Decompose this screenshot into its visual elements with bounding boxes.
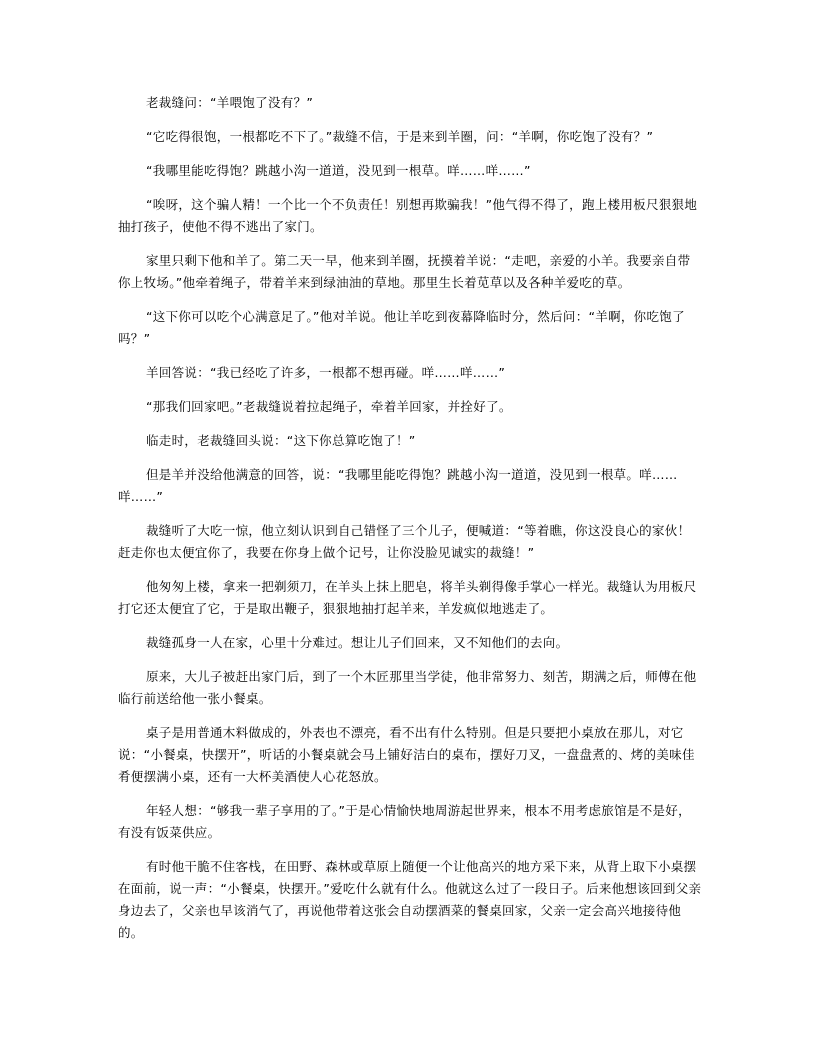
paragraph: 原来，大儿子被赶出家门后，到了一个木匠那里当学徒，他非常努力、刻苦，期满之后，师傅在他临行前送给他一张小餐桌。	[118, 669, 697, 706]
paragraph: 临走时，老裁缝回头说：“这下你总算吃饱了！”	[146, 433, 416, 448]
story-text	[118, 92, 702, 956]
paragraph: 羊回答说：“我已经吃了许多，一根都不想再碰。咩……咩……”	[146, 365, 506, 380]
paragraph: 但是羊并没给他满意的回答，说：“我哪里能吃得饱？跳越小沟一道道，没见到一根草。咩……咩……”	[118, 467, 678, 504]
paragraph: “它吃得很饱，一根都吃不下了。”裁缝不信，于是来到羊圈，问：“羊啊，你吃饱了没有？”	[146, 129, 654, 144]
paragraph: 他匆匆上楼，拿来一把剃须刀，在羊头上抹上肥皂，将羊头剃得像手掌心一样光。裁缝认为用板尺打它还太便宜了它，于是取出鞭子，狠狠地抽打起羊来，羊发疯似地逃走了。	[118, 579, 697, 616]
paragraph: 有时他干脆不住客栈，在田野、森林或草原上随便一个让他高兴的地方采下来，从背上取下小桌摆在面前，说一声：“小餐桌，快摆开。”爱吃什么就有什么。他就这么过了一段日子。后来他想该回到父亲身边去了，父亲也早该消气了，再说他带着这张会自动摆酒菜的餐桌回家，父亲一定会高兴地接待他的。	[118, 859, 702, 940]
paragraph: “这下你可以吃个心满意足了。”他对羊说。他让羊吃到夜幕降临时分，然后问：“羊啊，你吃饱了吗？”	[118, 309, 685, 346]
paragraph: 裁缝孤身一人在家，心里十分难过。想让儿子们回来，又不知他们的去向。	[146, 635, 569, 650]
paragraph: 桌子是用普通木料做成的，外表也不漂亮，看不出有什么特别。但是只要把小桌放在那儿，对它说：“小餐桌，快摆开”，听话的小餐桌就会马上铺好洁白的桌布，摆好刀叉，一盘盘煮的、烤的美味佳肴便摆满小桌，还有一大杯美酒使人心花怒放。	[118, 725, 695, 784]
paragraph: “我哪里能吃得饱？跳越小沟一道道，没见到一根草。咩……咩……”	[146, 163, 531, 178]
paragraph: 裁缝听了大吃一惊，他立刻认识到自己错怪了三个儿子，便喊道：“等着瞧，你这没良心的家伙！赶走你也太便宜你了，我要在你身上做个记号，让你没脸见诚实的裁缝！”	[118, 523, 691, 560]
paragraph: “那我们回家吧。”老裁缝说着拉起绳子，牵着羊回家，并拴好了。	[146, 399, 512, 414]
paragraph: 家里只剩下他和羊了。第二天一早，他来到羊圈，抚摸着羊说：“走吧，亲爱的小羊。我要亲自带你上牧场。”他牵着绳子，带着羊来到绿油油的草地。那里生长着苋草以及各种羊爱吃的草。	[118, 253, 691, 290]
paragraph: “唉呀，这个骗人精！一个比一个不负责任！别想再欺骗我！”他气得不得了，跑上楼用板尺狠狠地抽打孩子，使他不得不逃出了家门。	[118, 197, 698, 234]
paragraph: 老裁缝问：“羊喂饱了没有？”	[146, 95, 314, 110]
paragraph: 年轻人想：“够我一辈子享用的了。”于是心情愉快地周游起世界来，根本不用考虑旅馆是不是好，有没有饭菜供应。	[118, 803, 691, 840]
